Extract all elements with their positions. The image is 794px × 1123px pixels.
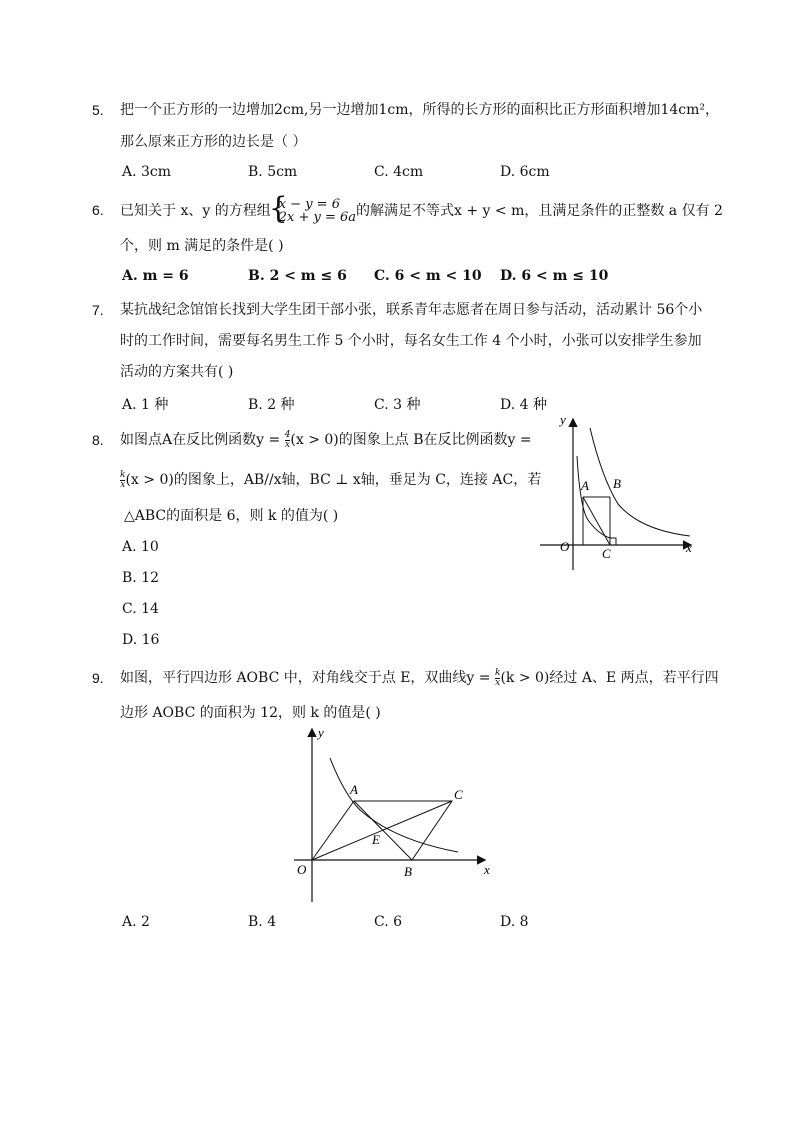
q9-label-o: O <box>297 862 307 877</box>
q7-option-c: C. 3 种 <box>374 397 421 413</box>
q8-frac1-num: 4 <box>284 429 291 440</box>
q5-number: 5. <box>92 102 104 118</box>
q9-label-c: C <box>454 787 463 802</box>
q6-option-b: B. 2 < m ≤ 6 <box>248 268 347 284</box>
q8-frac2-den: x <box>120 479 126 490</box>
q5-text-line1: 把一个正方形的一边增加2cm,另一边增加1cm，所得的长方形的面积比正方形面积增加14cm²， <box>120 102 720 118</box>
q9-label-a: A <box>350 782 358 797</box>
q9-label-e: E <box>372 832 380 847</box>
q6-equation-system <box>271 198 356 224</box>
q8-label-c: C <box>602 546 611 561</box>
q9-figure <box>284 724 504 906</box>
q6-number: 6. <box>92 202 104 218</box>
q7-option-b: B. 2 种 <box>248 397 295 413</box>
q6-eq1: { x − y = 6 <box>278 197 340 212</box>
q5-option-d: D. 6cm <box>500 164 550 180</box>
q6-text-post: 的解满足不等式x + y < m，且满足条件的正整数 a 仅有 2 <box>356 203 723 219</box>
q6-option-c: C. 6 < m < 10 <box>374 268 482 284</box>
q6-text-pre: 已知关于 x、y 的方程组 <box>120 203 271 219</box>
q8-text-1b: (x > 0)的图象上点 B在反比例函数y = <box>290 432 532 448</box>
q9-frac-num: k <box>494 667 501 678</box>
q6-eq2: 2x + y = 6a <box>278 210 357 225</box>
q9-option-c: C. 6 <box>374 914 403 930</box>
q9-label-x: x <box>484 862 490 877</box>
q8-right-angle-mark <box>610 538 616 545</box>
q5-option-b: B. 5cm <box>248 164 298 180</box>
q6-option-d: D. 6 < m ≤ 10 <box>500 268 609 284</box>
q8-text-line3: △ABC的面积是 6，则 k 的值为( ) <box>124 508 339 524</box>
q8-text-1a: 如图点A在反比例函数y = <box>120 432 285 448</box>
q8-text-line2 <box>120 468 541 492</box>
q5-option-c: C. 4cm <box>374 164 424 180</box>
q9-text-line2: 边形 AOBC 的面积为 12，则 k 的值是( ) <box>120 705 381 721</box>
q9-number: 9. <box>92 670 104 686</box>
q8-frac2-num: k <box>120 469 126 480</box>
q9-text-1b: (k > 0)经过 A、E 两点，若平行四 <box>500 670 719 686</box>
q8-text-2: (x > 0)的图象上，AB//x轴，BC ⊥ x轴，垂足为 C，连接 AC，若 <box>125 472 542 488</box>
q6-text-line2: 个，则 m 满足的条件是( ) <box>120 238 284 254</box>
q8-label-o: O <box>560 539 570 554</box>
q9-text-1a: 如图，平行四边形 AOBC 中，对角线交于点 E，双曲线y = <box>120 670 495 686</box>
q7-text-line1: 某抗战纪念馆馆长找到大学生团干部小张，联系青年志愿者在周日参与活动，活动累计 56个小 <box>120 302 703 318</box>
q8-text-line1 <box>120 428 532 452</box>
q6-option-a: A. m = 6 <box>122 268 189 284</box>
q8-option-c: C. 14 <box>122 601 159 617</box>
q8-label-b: B <box>613 476 621 491</box>
q9-label-y: y <box>318 725 324 740</box>
q9-text-line1 <box>120 666 719 690</box>
q9-option-d: D. 8 <box>500 914 529 930</box>
q8-number: 8. <box>92 432 104 448</box>
q5-option-a: A. 3cm <box>122 164 172 180</box>
q8-option-b: B. 12 <box>122 570 160 586</box>
q9-frac-den: x <box>495 677 501 688</box>
q8-label-x: x <box>686 540 692 555</box>
q7-option-d: D. 4 种 <box>500 397 547 413</box>
q8-segment-ac <box>583 497 610 545</box>
q8-figure <box>530 408 710 578</box>
q6-text-line1 <box>120 196 723 226</box>
q9-option-b: B. 4 <box>248 914 277 930</box>
q5-text-line2: 那么原来正方形的边长是（ ） <box>120 134 307 150</box>
q8-curve-outer <box>590 428 690 536</box>
q7-option-a: A. 1 种 <box>122 397 169 413</box>
q9-hyperbola <box>330 758 458 852</box>
q8-option-a: A. 10 <box>122 539 159 555</box>
q8-option-d: D. 16 <box>122 632 160 648</box>
q7-number: 7. <box>92 302 104 318</box>
q8-label-y: y <box>560 412 566 427</box>
q7-text-line3: 活动的方案共有( ) <box>120 364 234 380</box>
q8-label-a: A <box>581 478 589 493</box>
q7-text-line2: 时的工作时间，需要每名男生工作 5 个小时，每名女生工作 4 个小时，小张可以安排学生参加 <box>120 333 702 349</box>
q9-option-a: A. 2 <box>122 914 150 930</box>
q9-label-b: B <box>404 864 412 879</box>
q8-frac1-den: x <box>284 439 291 450</box>
